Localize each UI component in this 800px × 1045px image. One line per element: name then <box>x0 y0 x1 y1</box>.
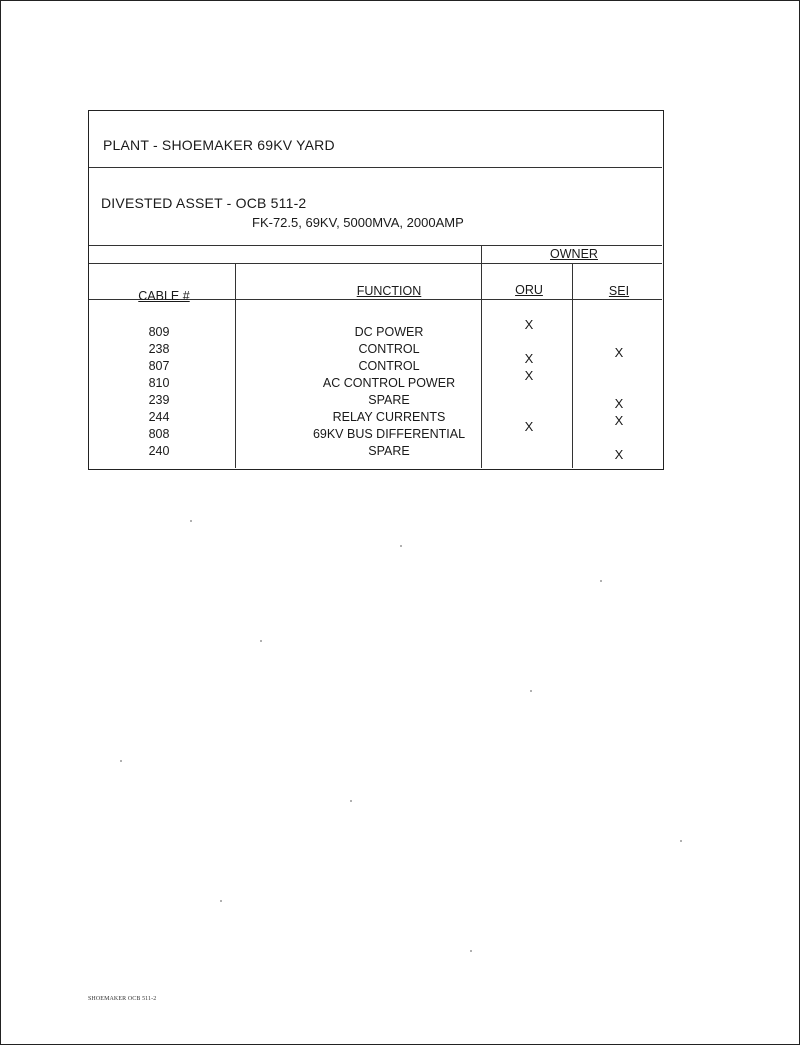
sei-mark: X <box>614 413 624 428</box>
sei-column <box>584 327 654 463</box>
oru-mark <box>494 401 564 418</box>
cable-cell: 808 <box>148 427 170 441</box>
sei-mark <box>584 327 654 344</box>
function-header: FUNCTION <box>356 284 422 298</box>
sei-mark <box>584 361 654 378</box>
cable-cell: 240 <box>148 444 170 458</box>
oru-mark <box>494 384 564 401</box>
cable-header: CABLE # <box>138 289 190 303</box>
scan-speck <box>530 690 532 692</box>
owner-header: OWNER <box>550 247 598 261</box>
sei-mark: X <box>614 345 624 360</box>
oru-mark <box>494 435 564 452</box>
cable-column <box>129 324 189 460</box>
function-cell: 69KV BUS DIFFERENTIAL <box>312 427 466 441</box>
function-cell: CONTROL <box>358 342 420 356</box>
function-cell: CONTROL <box>358 359 420 373</box>
cable-cell: 239 <box>148 393 170 407</box>
rule-col-oru-sei <box>572 263 573 468</box>
oru-mark: X <box>524 419 534 434</box>
sei-mark <box>584 378 654 395</box>
function-cell: DC POWER <box>354 325 424 339</box>
sei-mark: X <box>614 396 624 411</box>
rule-asset-bottom <box>89 245 662 246</box>
scan-speck <box>220 900 222 902</box>
footer-label: SHOEMAKER OCB 511-2 <box>88 996 157 1002</box>
oru-mark <box>494 333 564 350</box>
cable-cell: 238 <box>148 342 170 356</box>
scan-speck <box>400 545 402 547</box>
sei-header: SEI <box>608 284 630 298</box>
oru-mark: X <box>524 317 534 332</box>
function-cell: RELAY CURRENTS <box>332 410 446 424</box>
scan-speck <box>350 800 352 802</box>
asset-table <box>88 110 664 470</box>
oru-mark: X <box>524 368 534 383</box>
cable-cell: 810 <box>148 376 170 390</box>
oru-header: ORU <box>515 283 543 297</box>
cable-cell: 807 <box>148 359 170 373</box>
cable-cell: 809 <box>148 325 170 339</box>
scan-speck <box>470 950 472 952</box>
sei-mark <box>584 429 654 446</box>
sei-mark: X <box>614 447 624 462</box>
rule-col-cable-function <box>235 263 236 468</box>
asset-title: DIVESTED ASSET - OCB 511-2 <box>101 195 307 211</box>
rule-owner-bottom <box>89 263 662 264</box>
rule-plant-bottom <box>89 167 662 168</box>
oru-mark: X <box>524 351 534 366</box>
oru-column <box>494 316 564 452</box>
asset-spec: FK-72.5, 69KV, 5000MVA, 2000AMP <box>252 215 464 230</box>
scan-speck <box>600 580 602 582</box>
function-cell: SPARE <box>368 393 410 407</box>
plant-title: PLANT - SHOEMAKER 69KV YARD <box>103 137 335 153</box>
cable-cell: 244 <box>148 410 170 424</box>
scan-speck <box>120 760 122 762</box>
scan-speck <box>190 520 192 522</box>
scan-speck <box>680 840 682 842</box>
function-cell: SPARE <box>368 444 410 458</box>
scan-speck <box>260 640 262 642</box>
function-cell: AC CONTROL POWER <box>322 376 456 390</box>
